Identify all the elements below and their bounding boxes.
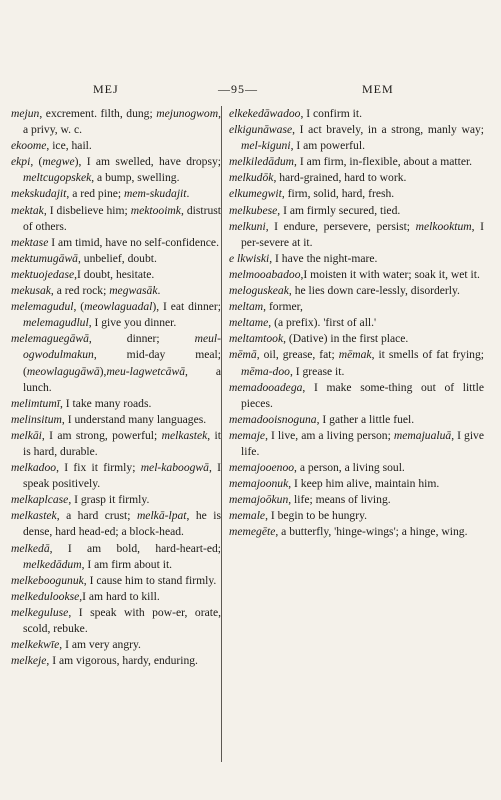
headword: meu-lagwetcāwā	[106, 364, 186, 378]
headword: melemaguegāwā	[11, 332, 89, 346]
dictionary-entry	[11, 186, 221, 202]
definition-text: , oil, grease, fat;	[256, 348, 339, 362]
headword: melkastek	[157, 428, 208, 442]
dictionary-entry	[229, 476, 484, 492]
dictionary-entry	[11, 589, 221, 605]
headword: melkedā	[11, 541, 50, 555]
headword: mekusak	[11, 284, 51, 298]
dictionary-entry	[11, 605, 221, 637]
headword: melmooabadoo	[229, 267, 301, 281]
dictionary-entry	[229, 508, 484, 524]
definition-text: , dinner;	[88, 332, 195, 346]
definition-text: ,I am hard to kill.	[79, 589, 160, 603]
definition-text: , I speak with pow-er, orate, scold, rebuke.	[23, 605, 221, 635]
definition-text: , I take many roads.	[59, 396, 152, 410]
headword: melkeboogunuk	[11, 573, 84, 587]
headword: melkadoo	[11, 461, 57, 475]
headword: memadooadega	[229, 380, 303, 394]
headword: melkubese	[229, 203, 278, 217]
definition-text: , I am firm, in-flexible, about a matter.	[294, 155, 473, 169]
definition-text: , I live, am a living person;	[265, 428, 394, 442]
definition-text: , I grease it.	[289, 364, 345, 378]
definition-text: ,I moisten it with water; soak it, wet it.	[300, 267, 480, 281]
headword: meltcugopskek	[23, 171, 92, 185]
definition-text: , I cause him to stand firmly.	[83, 573, 217, 587]
page-header	[0, 82, 501, 100]
headword: memajualuā	[393, 428, 452, 442]
definition-text: , I fix it firmly;	[56, 461, 141, 475]
definition-text: , excrement. filth, dung;	[39, 107, 153, 120]
headword: mēma-doo	[241, 364, 290, 378]
dictionary-entry	[229, 251, 484, 267]
headword: mektumugāwā	[11, 251, 78, 265]
headword: melinsitum	[11, 412, 62, 426]
definition-text: , I begin to be hungry.	[265, 509, 368, 523]
dictionary-entry	[11, 428, 221, 460]
dictionary-entry	[11, 299, 221, 331]
definition-text: , I speak positively.	[23, 461, 221, 491]
dictionary-entry	[229, 106, 484, 122]
dictionary-entry	[11, 267, 221, 283]
definition-text: , I am very angry.	[59, 638, 141, 652]
definition-text: , I confirm it.	[300, 107, 362, 120]
headword: memegēte	[229, 525, 276, 539]
page-number: —95—	[218, 82, 258, 96]
headword: melkudōk	[229, 171, 274, 185]
definition-text: , unbelief, doubt.	[77, 251, 157, 265]
definition-text: , ice, hail.	[46, 139, 92, 153]
definition-text: ),	[99, 364, 107, 378]
headword: melkiledādum	[229, 155, 295, 169]
dictionary-entry	[229, 412, 484, 428]
dictionary-entry	[11, 412, 221, 428]
definition-text: , I give life.	[241, 428, 484, 458]
definition-text: , a person, a living soul.	[294, 461, 405, 475]
right-column	[229, 106, 484, 541]
headword: meowlaguadal	[84, 300, 153, 314]
definition-text: , I am powerful.	[290, 139, 365, 153]
headword: mejun	[11, 107, 40, 120]
headword: meltam	[229, 300, 264, 314]
dictionary-entry	[229, 315, 484, 331]
definition-text: , life; means of living.	[288, 493, 391, 507]
headword: melkeje	[11, 654, 47, 668]
definition-text: , a red pine;	[66, 187, 125, 201]
definition-text: , hard-grained, hard to work.	[273, 171, 407, 185]
dictionary-entry	[11, 203, 221, 235]
definition-text: , I gather a little fuel.	[316, 412, 415, 426]
dictionary-entry	[11, 653, 221, 669]
column-divider	[221, 106, 222, 762]
dictionary-entry	[229, 460, 484, 476]
definition-text: , a hard crust;	[56, 509, 137, 523]
dictionary-entry	[11, 492, 221, 508]
headword: mel-kiguni	[241, 139, 291, 153]
definition-text: , a privy, w. c.	[23, 107, 221, 137]
dictionary-entry	[11, 460, 221, 492]
definition-text: , I am vigorous, hardy, enduring.	[46, 654, 198, 668]
dictionary-entry	[229, 347, 484, 379]
definition-text: , I am strong, powerful;	[41, 428, 158, 442]
definition-text: , I am firmly secured, tied.	[277, 203, 401, 217]
headword: ekoome	[11, 139, 47, 153]
definition-text: , I am bold, hard-heart-ed;	[49, 541, 221, 555]
headword: ekpi	[11, 155, 31, 169]
dictionary-entry	[11, 396, 221, 412]
headword: meul-ogwodulmakun	[23, 332, 221, 362]
headword: melimtumī	[11, 396, 60, 410]
definition-text: , firm, solid, hard, fresh.	[281, 187, 395, 201]
dictionary-entry	[11, 541, 221, 573]
headword: mēmā	[229, 348, 257, 362]
definition-text: , I understand many languages.	[61, 412, 207, 426]
definition-text: , I have the night-mare.	[269, 251, 378, 265]
headword: melemagudul	[11, 300, 74, 314]
headword: mel-kaboogwā	[140, 461, 209, 475]
dictionary-entry	[11, 508, 221, 540]
definition-text: , I give you dinner.	[88, 316, 177, 330]
dictionary-entry	[229, 283, 484, 299]
dictionary-entry	[229, 299, 484, 315]
dictionary-entry	[229, 170, 484, 186]
headword: mēmak	[338, 348, 372, 362]
headword: mekskudajit	[11, 187, 67, 201]
definition-text: , I grasp it firmly.	[68, 493, 150, 507]
dictionary-entry	[11, 154, 221, 186]
dictionary-entry	[11, 235, 221, 251]
dictionary-entry	[11, 573, 221, 589]
dictionary-entry	[229, 219, 484, 251]
definition-text: , it is hard, durable.	[23, 428, 221, 458]
headword: megwasāk	[109, 284, 158, 298]
headword: melkastek	[11, 509, 57, 523]
definition-text: , distrust of others.	[23, 203, 221, 233]
definition-text: I am timid, have no self-confidence.	[48, 235, 219, 249]
dictionary-entry	[11, 637, 221, 653]
dictionary-entry	[229, 428, 484, 460]
headword: e lkwiski	[229, 251, 270, 265]
headword: mejunogwom	[152, 107, 219, 120]
headword: melkekwīe	[11, 638, 60, 652]
definition-text: , (Dative) in the first place.	[283, 332, 409, 346]
headword: melkooktum	[415, 219, 472, 233]
headword: meloguskeak	[229, 284, 289, 298]
headword: memadooisnoguna	[229, 412, 317, 426]
left-column	[11, 106, 221, 669]
headword: melkeguluse	[11, 605, 69, 619]
definition-text: ), I am swelled, have dropsy;	[74, 155, 221, 169]
definition-text: , a butterfly, 'hinge-wings'; a hinge, wing.	[275, 525, 468, 539]
header-left-guideword: MEJ	[93, 82, 119, 96]
headword: melkedādum	[23, 557, 82, 571]
dictionary-entry	[229, 154, 484, 170]
definition-text: , I endure, persevere, persist;	[265, 219, 416, 233]
headword: mem-skudajit	[124, 187, 187, 201]
definition-text: , mid-day meal;(	[23, 348, 221, 378]
definition-text: , (a prefix). 'first of all.'	[268, 316, 377, 330]
definition-text: .	[186, 187, 190, 201]
headword: mektase	[11, 235, 49, 249]
dictionary-entry	[229, 331, 484, 347]
definition-text: , it smells of fat frying;	[371, 348, 484, 362]
headword: mektooimk	[130, 203, 181, 217]
headword: memajoōkun	[229, 493, 289, 507]
definition-text: ,I doubt, hesitate.	[74, 267, 155, 281]
definition-text: , he is dense, hard head-ed; a block-head.	[23, 509, 222, 539]
dictionary-entry	[11, 251, 221, 267]
dictionary-entry	[229, 380, 484, 412]
headword: elkigunāwase	[229, 123, 293, 137]
definition-text: .	[157, 284, 161, 298]
definition-text: , I act bravely, in a strong, manly way;	[292, 123, 484, 137]
dictionary-entry	[229, 267, 484, 283]
definition-text: , I make some-thing out of little pieces.	[241, 380, 484, 410]
definition-text: ), I eat dinner;	[152, 300, 221, 314]
dictionary-entry	[229, 122, 484, 154]
definition-text: , former,	[263, 300, 303, 314]
headword: melkedulookse	[11, 589, 80, 603]
dictionary-entry	[11, 106, 221, 138]
dictionary-entry	[11, 283, 221, 299]
headword: melkaplcase	[11, 493, 69, 507]
headword: melkāi	[11, 428, 42, 442]
definition-text: , I am firm about it.	[81, 557, 173, 571]
definition-text: , he lies down care-lessly, disorderly.	[288, 284, 460, 298]
dictionary-entry	[229, 524, 484, 540]
headword: mektak	[11, 203, 44, 217]
headword: memale	[229, 509, 266, 523]
headword: elkumegwit	[229, 187, 282, 201]
definition-text: , I disbelieve him;	[43, 203, 131, 217]
headword: meowlagugāwā	[26, 364, 100, 378]
dictionary-entry	[11, 331, 221, 395]
headword: melkuni	[229, 219, 266, 233]
headword: memaje	[229, 428, 266, 442]
header-right-guideword: MEM	[362, 82, 394, 96]
dictionary-entry	[229, 186, 484, 202]
definition-text: , I keep him alive, maintain him.	[288, 477, 440, 491]
headword: mektuojedase	[11, 267, 75, 281]
definition-text: , (	[30, 155, 43, 169]
definition-text: , a lunch.	[23, 364, 221, 394]
headword: elkekedāwadoo	[229, 107, 301, 120]
headword: memajooenoo	[229, 461, 295, 475]
headword: melkā-lpat	[136, 509, 187, 523]
dictionary-entry	[229, 203, 484, 219]
dictionary-entry	[11, 138, 221, 154]
headword: megwe	[42, 155, 75, 169]
definition-text: , (	[73, 300, 85, 314]
headword: memajoonuk	[229, 477, 289, 491]
headword: meltame	[229, 316, 269, 330]
definition-text: , a bump, swelling.	[91, 171, 180, 185]
definition-text: , I per-severe at it.	[241, 219, 484, 249]
dictionary-entry	[229, 492, 484, 508]
headword: meltamtook	[229, 332, 284, 346]
definition-text: , a red rock;	[50, 284, 110, 298]
headword: melemagudlul	[23, 316, 89, 330]
